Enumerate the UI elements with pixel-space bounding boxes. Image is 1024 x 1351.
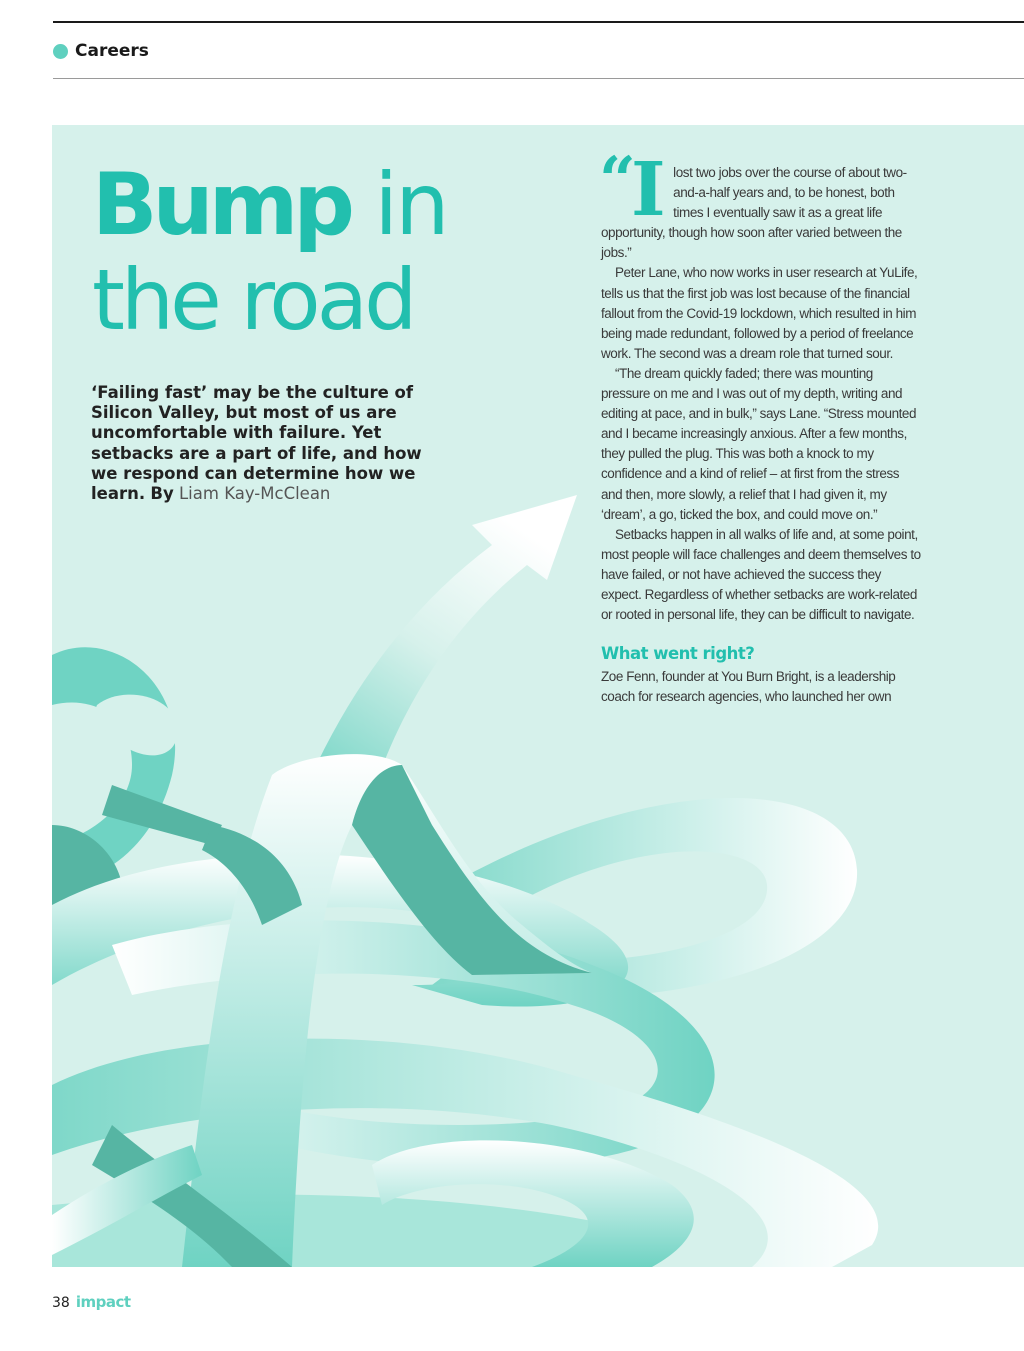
page-footer xyxy=(52,1293,131,1311)
section-dot-icon xyxy=(53,44,68,59)
article-body xyxy=(599,143,921,707)
byline-prefix: By xyxy=(150,484,174,504)
paragraph-3: “The dream quickly faded; there was mounting pressure on me and I was out of my depth, writing and editing at pace, and in bulk,” says Lane. “Stress mounted and I became increasingly anxious. After a few months, they pulled the plug. This was both a knock to my confidence and a kind of relief – at first from the stress and then, more slowly, a relief that I had given it, my ‘dream’, a go, ticked the box, and could move on.” xyxy=(601,365,917,522)
headline-bold-word: Bump xyxy=(92,155,350,255)
section-label: Careers xyxy=(75,41,149,61)
byline-author: Liam Kay-McClean xyxy=(178,484,331,504)
open-quote-icon: “ xyxy=(599,143,636,218)
headline-line1 xyxy=(92,155,447,255)
paragraph-4: Setbacks happen in all walks of life and, at some point, most people will face challenges and deem themselves to have failed, or not have achieved the success they expect. Regardless of whether setbacks are work-related or rooted in personal life, they can be difficult to navigate. xyxy=(601,526,921,623)
header-divider xyxy=(53,78,1024,79)
paragraph-1-text: lost two jobs over the course of about two-and-a-half years and, to be honest, both times I eventually saw it as a great life opportunity, though how soon after varied between the jobs.” xyxy=(601,165,907,261)
standfirst-text: ‘Failing fast’ may be the culture of Silicon Valley, but most of us are uncomfortable with failure. Yet setbacks are a part of life, and how we respond can determine how we learn. xyxy=(91,383,422,504)
paragraph-2: Peter Lane, who now works in user research at YuLife, tells us that the first job was lost because of the financial fallout from the Covid-19 lockdown, which resulted in him being made redundant, followed by a period of freelance work. The second was a dream role that turned sour. xyxy=(601,265,918,361)
top-rule xyxy=(53,21,1024,23)
arrow-ribbon xyxy=(307,495,577,795)
headline-in: in xyxy=(349,155,447,255)
headline-line2: the road xyxy=(92,251,414,349)
page-number: 38 xyxy=(52,1295,70,1311)
headline xyxy=(92,155,447,349)
section-header xyxy=(53,39,149,63)
paragraph-5: Zoe Fenn, founder at You Burn Bright, is a leadership coach for research agencies, who launched her own xyxy=(601,669,896,705)
magazine-logo: impact xyxy=(75,1293,131,1311)
paragraph-1 xyxy=(601,147,921,263)
standfirst xyxy=(91,383,451,504)
drop-cap: I xyxy=(631,147,666,233)
subheading: What went right? xyxy=(601,644,755,664)
